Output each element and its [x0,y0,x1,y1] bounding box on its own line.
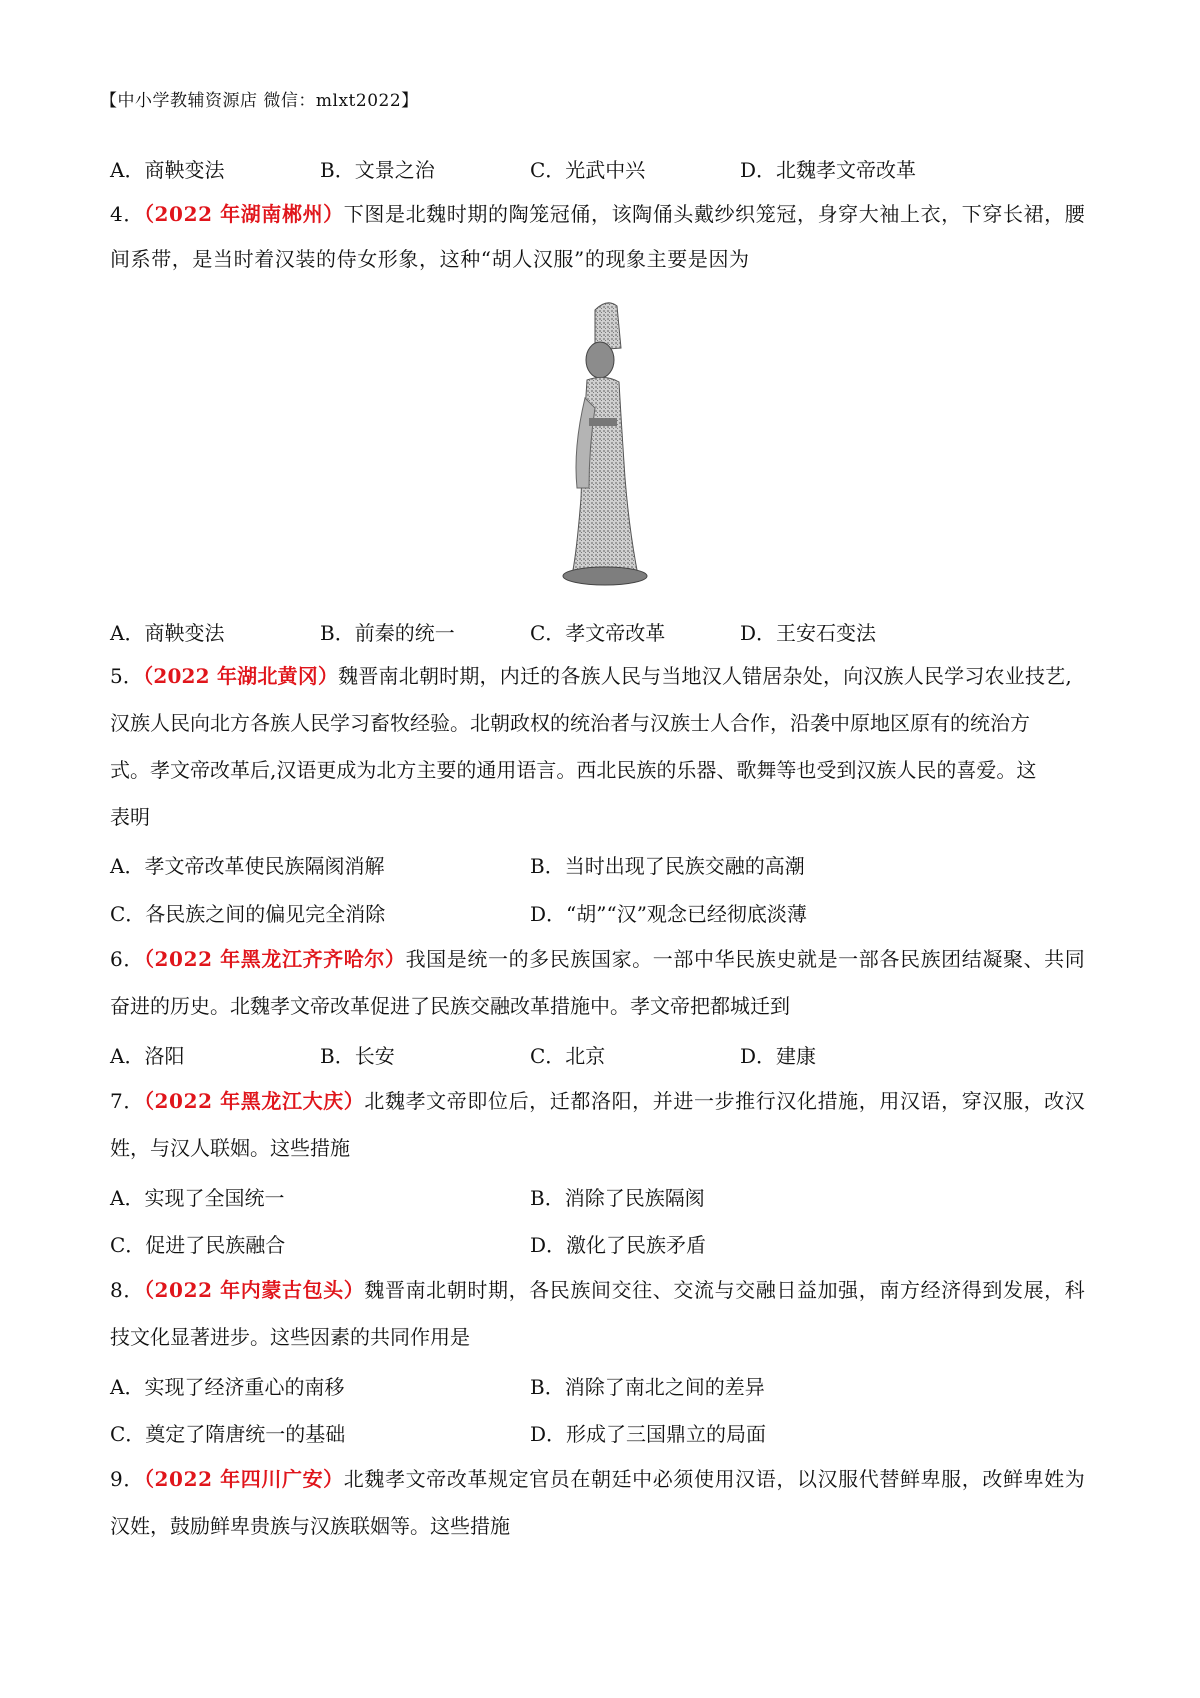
q9-stem-text1: 北魏孝文帝改革规定官员在朝廷中必须使用汉语，以汉服代替鲜卑服，改鲜卑姓为 [343,1467,1086,1491]
q7-stem-line2: 姓，与汉人联姻。这些措施 [110,1136,350,1160]
q6-stem-line1 [110,945,1104,973]
q5-stem-line1 [110,662,1104,690]
q8-number: 8． [110,1278,144,1302]
figurine-drawing [555,298,655,595]
q8-stem-line1 [110,1276,1104,1304]
page-header: 【中小学教辅资源店 微信：mlxt2022】 [100,91,419,111]
q9-stem-line1 [110,1465,1104,1493]
q4-stem-line2: 间系带，是当时着汉装的侍女形象，这种“胡人汉服”的现象主要是因为 [110,247,750,271]
q3-option-a: A．商鞅变法 [110,158,225,182]
q8-option-b: B．消除了南北之间的差异 [530,1375,765,1399]
pottery-figurine-image [555,298,655,595]
q7-option-c: C．促进了民族融合 [110,1233,286,1257]
q4-option-d: D．王安石变法 [740,621,877,645]
q5-option-b: B．当时出现了民族交融的高潮 [530,854,805,878]
q8-source: （2022 年内蒙古包头） [143,1278,365,1302]
q4-stem-line1 [110,200,1104,228]
q6-stem-text1: 我国是统一的多民族国家。一部中华民族史就是一部各民族团结凝聚、共同 [405,947,1086,971]
q7-number: 7． [110,1089,144,1113]
q6-option-d: D．建康 [740,1044,817,1068]
q9-number: 9． [110,1467,144,1491]
q7-option-a: A．实现了全国统一 [110,1186,285,1210]
q9-source: （2022 年四川广安） [143,1467,344,1491]
q3-option-d: D．北魏孝文帝改革 [740,158,917,182]
q7-stem-line1 [110,1087,1104,1115]
q8-option-c: C．奠定了隋唐统一的基础 [110,1422,346,1446]
q8-stem-line2: 技文化显著进步。这些因素的共同作用是 [110,1325,470,1349]
q6-number: 6． [110,947,144,971]
q5-stem-line2: 汉族人民向北方各族人民学习畜牧经验。北朝政权的统治者与汉族士人合作，沿袭中原地区原有的统治方 [110,711,1030,735]
q8-stem-text1: 魏晋南北朝时期，各民族间交往、交流与交融日益加强，南方经济得到发展，科 [364,1278,1086,1302]
q6-stem-line2: 奋进的历史。北魏孝文帝改革促进了民族交融改革措施中。孝文帝把都城迁到 [110,994,790,1018]
q7-source: （2022 年黑龙江大庆） [143,1089,365,1113]
q6-option-c: C．北京 [530,1044,606,1068]
q4-option-c: C．孝文帝改革 [530,621,666,645]
q8-option-a: A．实现了经济重心的南移 [110,1375,345,1399]
q4-option-a: A．商鞅变法 [110,621,225,645]
q8-option-d: D．形成了三国鼎立的局面 [530,1422,767,1446]
q5-number: 5． [110,664,144,688]
q4-source: （2022 年湖南郴州） [143,202,344,226]
q9-stem-line2: 汉姓，鼓励鲜卑贵族与汉族联姻等。这些措施 [110,1514,510,1538]
q7-stem-text1: 北魏孝文帝即位后，迁都洛阳，并进一步推行汉化措施，用汉语，穿汉服，改汉 [364,1089,1086,1113]
q6-option-a: A．洛阳 [110,1044,185,1068]
q6-option-b: B．长安 [320,1044,395,1068]
q3-option-c: C．光武中兴 [530,158,646,182]
q5-stem-line4: 表明 [110,805,150,829]
q4-stem-text1: 下图是北魏时期的陶笼冠俑，该陶俑头戴纱织笼冠，身穿大袖上衣，下穿长裙，腰 [343,202,1086,226]
q5-source: （2022 年湖北黄冈） [143,664,339,688]
q5-option-a: A．孝文帝改革使民族隔阂消解 [110,854,385,878]
q7-option-b: B．消除了民族隔阂 [530,1186,705,1210]
q4-number: 4． [110,202,144,226]
q7-option-d: D．激化了民族矛盾 [530,1233,707,1257]
q5-option-c: C．各民族之间的偏见完全消除 [110,902,386,926]
q5-option-d: D．“胡”“汉”观念已经彻底淡薄 [530,902,807,926]
q6-source: （2022 年黑龙江齐齐哈尔） [143,947,406,971]
q5-stem-text1: 魏晋南北朝时期，内迁的各族人民与当地汉人错居杂处，向汉族人民学习农业技艺, [338,664,1072,688]
q3-option-b: B．文景之治 [320,158,435,182]
q5-stem-line3: 式。孝文帝改革后,汉语更成为北方主要的通用语言。西北民族的乐器、歌舞等也受到汉族人民的喜爱。这 [110,758,1037,782]
q4-option-b: B．前秦的统一 [320,621,455,645]
